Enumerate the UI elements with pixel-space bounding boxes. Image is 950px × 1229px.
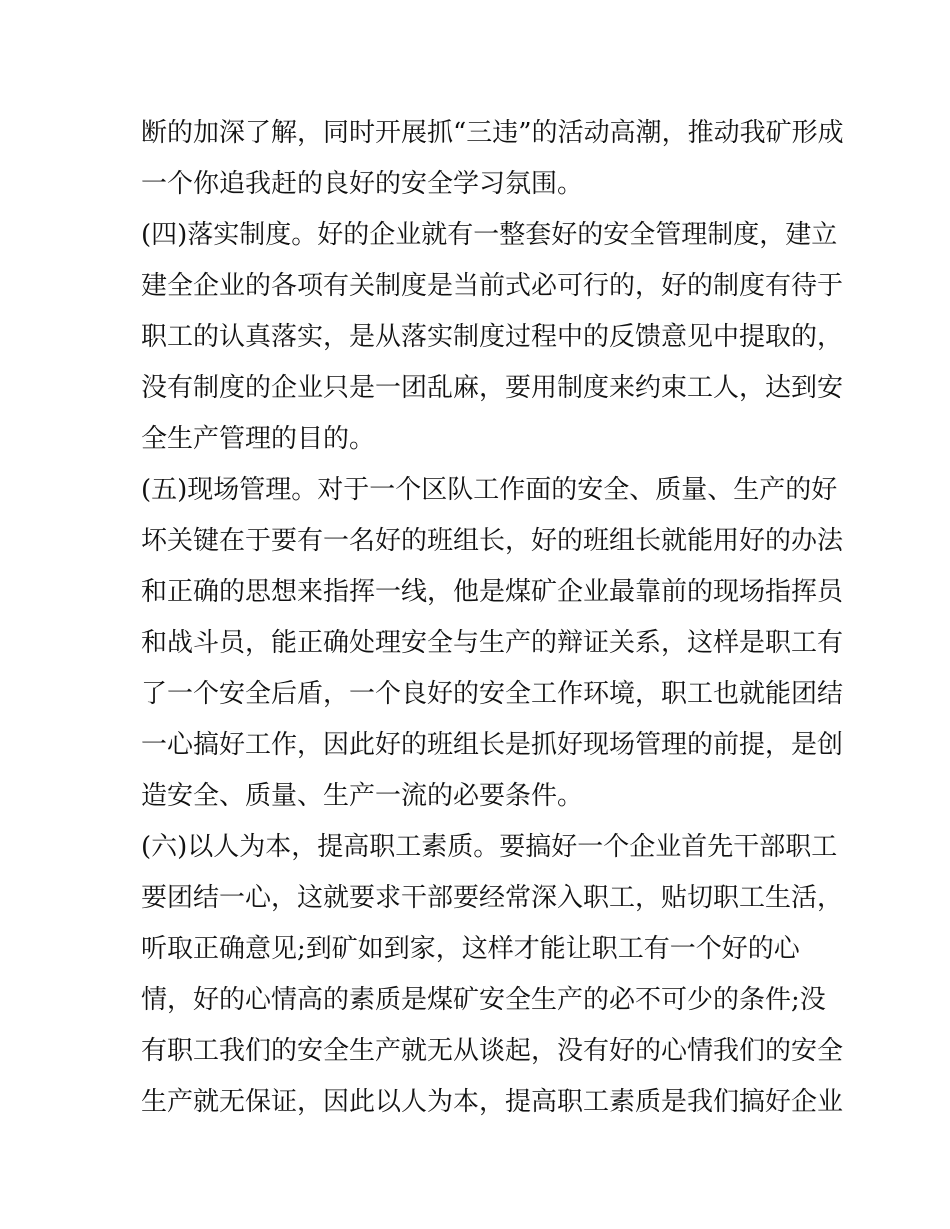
text-line: 建全企业的各项有关制度是当前式必可行的，好的制度有待于	[141, 271, 844, 301]
text-line: 听取正确意见;到矿如到家，这样才能让职工有一个好的心	[141, 934, 800, 964]
text-line: 职工的认真落实，是从落实制度过程中的反馈意见中提取的，	[141, 322, 844, 352]
text-line: 生产就无保证，因此以人为本，提高职工素质是我们搞好企业	[141, 1087, 844, 1117]
text-line: 全生产管理的目的。	[141, 424, 376, 454]
text-line: 一心搞好工作，因此好的班组长是抓好现场管理的前提，是创	[141, 730, 844, 760]
section-heading-line: (四)落实制度。好的企业就有一整套好的安全管理制度，建立	[141, 220, 838, 250]
text-line: 坏关键在于要有一名好的班组长，好的班组长就能用好的办法	[141, 526, 844, 556]
text-line: 情，好的心情高的素质是煤矿安全生产的必不可少的条件;没	[141, 985, 826, 1015]
text-line: 了一个安全后盾，一个良好的安全工作环境，职工也就能团结	[141, 679, 844, 709]
text-line: 一个你追我赶的良好的安全学习氛围。	[141, 169, 584, 199]
text-line: 要团结一心，这就要求干部要经常深入职工，贴切职工生活，	[141, 883, 844, 913]
text-line: 造安全、质量、生产一流的必要条件。	[141, 781, 584, 811]
text-line: 有职工我们的安全生产就无从谈起，没有好的心情我们的安全	[141, 1036, 844, 1066]
text-line: 和正确的思想来指挥一线，他是煤矿企业最靠前的现场指挥员	[141, 577, 844, 607]
text-line: 和战斗员，能正确处理安全与生产的辩证关系，这样是职工有	[141, 628, 844, 658]
text-line: 断的加深了解，同时开展抓“三违”的活动高潮，推动我矿形成	[141, 118, 844, 148]
section-heading-line: (六)以人为本，提高职工素质。要搞好一个企业首先干部职工	[141, 832, 838, 862]
text-line: 没有制度的企业只是一团乱麻，要用制度来约束工人，达到安	[141, 373, 844, 403]
document-body	[141, 108, 844, 1128]
section-heading-line: (五)现场管理。对于一个区队工作面的安全、质量、生产的好	[141, 475, 838, 505]
